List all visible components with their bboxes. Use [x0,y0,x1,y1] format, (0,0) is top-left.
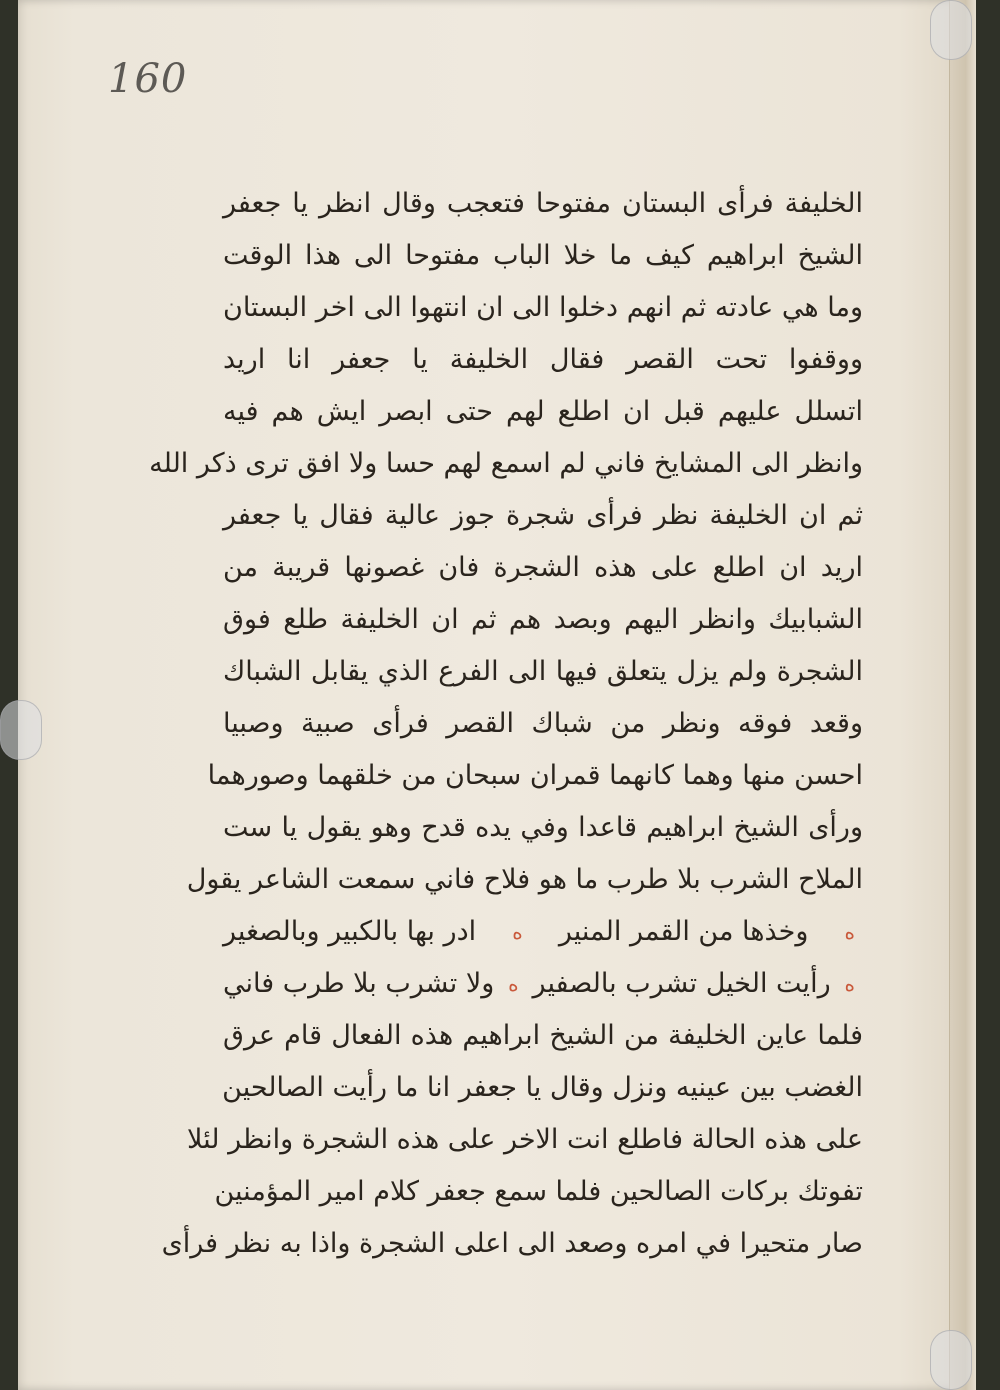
text-line: الخليفة فرأى البستان مفتوحا فتعجب وقال انظر يا جعفر [223,188,863,219]
text-line: الشجرة ولم يزل يتعلق فيها الى الفرع الذي يقابل الشباك [223,656,863,687]
text-line: اتسلل عليهم قبل ان اطلع لهم حتى ابصر ايش هم فيه [223,396,863,427]
text-line: ووقفوا تحت القصر فقال الخليفة يا جعفر انا اريد [223,344,863,375]
verse-hemistich-right: ادر بها بالكبير وبالصغير [223,916,477,947]
text-line: اريد ان اطلع على هذه الشجرة فان غصونها قريبة من [223,552,863,583]
text-line: صار متحيرا في امره وصعد الى اعلى الشجرة واذا به نظر فرأى [161,1228,863,1259]
verse-hemistich-left: رأيت الخيل تشرب بالصفير [532,968,831,999]
text-line: ثم ان الخليفة نظر فرأى شجرة جوز عالية فقال يا جعفر [223,500,863,531]
text-line: احسن منها وهما كانهما قمران سبحان من خلقهما وصورهما [207,760,863,791]
verse-marker: ه [844,920,855,944]
page-clip [930,1330,972,1390]
binding-gutter [949,0,976,1390]
text-line: الملاح الشرب بلا طرب ما هو فلاح فاني سمعت الشاعر يقول [186,864,863,895]
folio-number: 160 [108,56,188,102]
text-line: تفوتك بركات الصالحين فلما سمع جعفر كلام امير المؤمنين [214,1176,863,1207]
text-line: ورأى الشيخ ابراهيم قاعدا وفي يده قدح وهو يقول يا ست [223,812,863,843]
text-line: وقعد فوقه ونظر من شباك القصر فرأى صبية وصبيا [223,708,863,739]
page-clip [0,700,42,760]
verse-line [223,958,863,1010]
verse-line [223,906,863,958]
text-line: الشيخ ابراهيم كيف ما خلا الباب مفتوحا الى هذا الوقت [223,240,863,271]
text-line: الغضب بين عينيه ونزل وقال يا جعفر انا ما رأيت الصالحين [222,1072,863,1103]
verse-marker: ه [508,972,519,996]
page-clip [930,0,972,60]
manuscript-page [18,0,976,1390]
text-line: على هذه الحالة فاطلع انت الاخر على هذه الشجرة وانظر لئلا [187,1124,863,1155]
text-line: فلما عاين الخليفة من الشيخ ابراهيم هذه الفعال قام عرق [223,1020,863,1051]
text-line: الشبابيك وانظر اليهم وبصد هم ثم ان الخليفة طلع فوق [223,604,863,635]
text-line: وما هي عادته ثم انهم دخلوا الى ان انتهوا الى اخر البستان [223,292,863,323]
verse-marker: ه [844,972,855,996]
text-line: وانظر الى المشايخ فاني لم اسمع لهم حسا ولا افق ترى ذكر الله [149,448,863,479]
verse-hemistich-left: وخذها من القمر المنير [558,916,809,947]
text-block [149,178,863,1270]
verse-marker: ه [512,920,523,944]
verse-hemistich-right: ولا تشرب بلا طرب فاني [223,968,495,999]
